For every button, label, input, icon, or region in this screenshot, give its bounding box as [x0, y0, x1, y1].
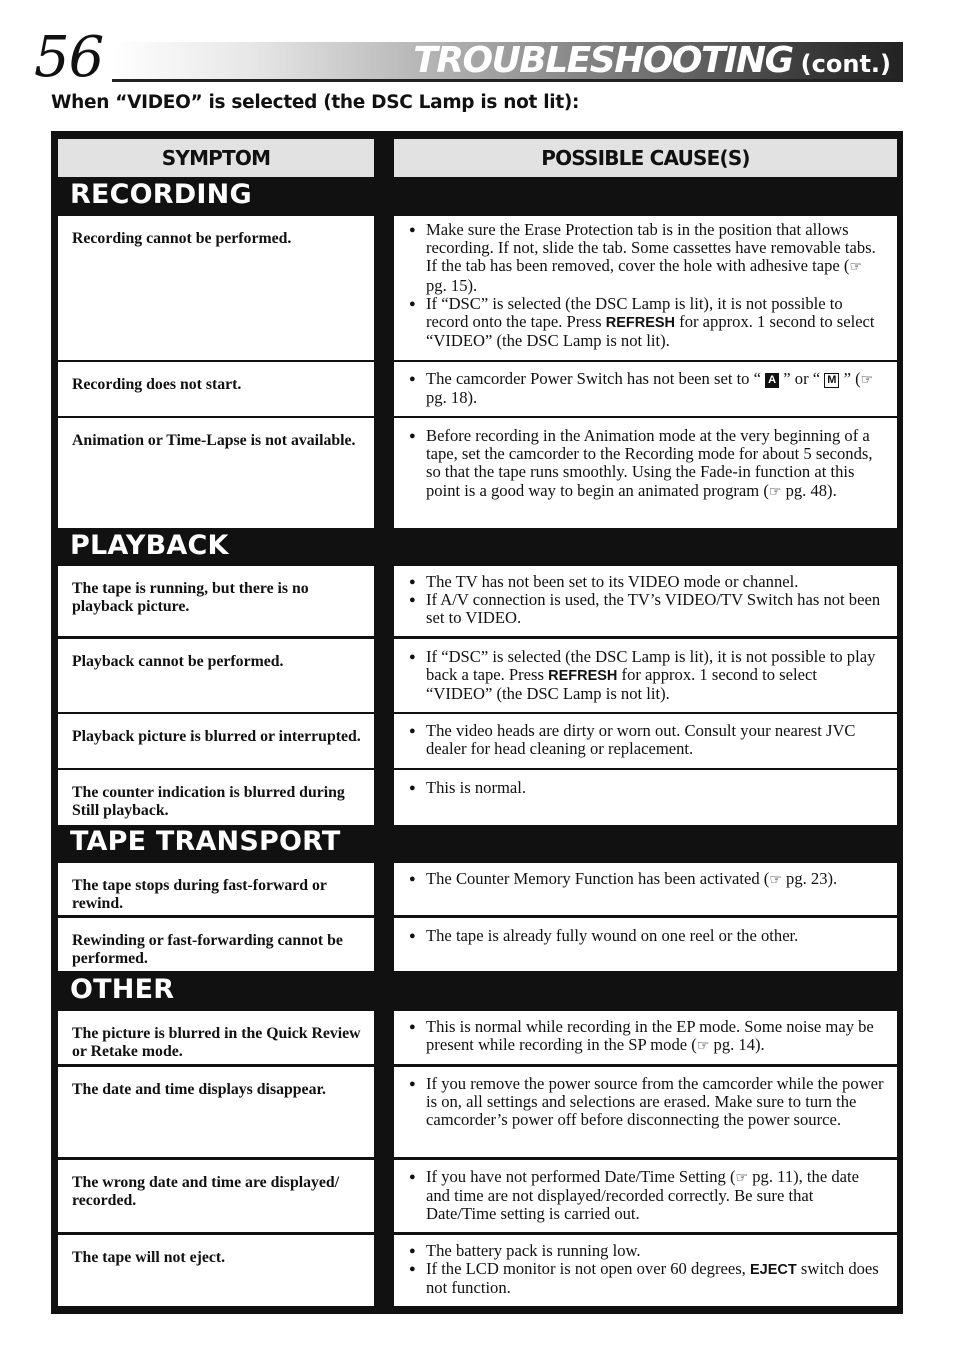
page-subtitle: When “VIDEO” is selected (the DSC Lamp is not lit): — [51, 92, 580, 113]
symptom-text: Recording does not start. — [72, 376, 242, 393]
cause-item: ● The Counter Memory Function has been activated (☞ pg. 23). — [408, 870, 885, 889]
cause-cell — [394, 770, 897, 825]
cause-cell — [394, 1067, 897, 1157]
symptom-cell — [58, 918, 374, 971]
symptom-text: The picture is blurred in the Quick Review or Retake mode. — [72, 1025, 361, 1060]
symptom-cell — [58, 362, 374, 416]
cause-item: ● The camcorder Power Switch has not been set to “ A ” or “ M ” (☞ pg. 18). — [408, 370, 885, 407]
cause-cell — [394, 639, 897, 712]
symptom-text: The wrong date and time are displayed/ recorded. — [72, 1174, 340, 1209]
symptom-text: Playback cannot be performed. — [72, 653, 284, 670]
cause-cell — [394, 863, 897, 915]
section-heading-other: OTHER — [70, 974, 175, 1005]
cause-cell — [394, 714, 897, 768]
cause-item: ● This is normal while recording in the EP mode. Some noise may be present while recording in the SP mode (☞ pg. 14). — [408, 1018, 885, 1055]
symptom-cell — [58, 714, 374, 768]
page-title: TROUBLESHOOTING — [413, 40, 793, 81]
symptom-text: The date and time displays disappear. — [72, 1081, 326, 1098]
cause-item: ● If “DSC” is selected (the DSC Lamp is lit), it is not possible to play back a tape. Press REFRESH for approx. 1 second to select “VIDEO” (the DSC Lamp is not lit). — [408, 648, 885, 704]
symptom-cell — [58, 216, 374, 360]
symptom-cell — [58, 1067, 374, 1157]
symptom-text: Animation or Time-Lapse is not available. — [72, 432, 356, 449]
manual-mode-icon: M — [824, 373, 839, 388]
symptom-cell — [58, 418, 374, 528]
cause-item: ● If the LCD monitor is not open over 60 degrees, EJECT switch does not function. — [408, 1260, 885, 1297]
symptom-text: The tape is running, but there is no playback picture. — [72, 580, 309, 615]
symptom-cell — [58, 639, 374, 712]
symptom-text: The tape will not eject. — [72, 1249, 226, 1266]
auto-mode-icon: A — [765, 373, 779, 388]
section-heading-playback: PLAYBACK — [70, 530, 229, 561]
cause-cell — [394, 216, 897, 360]
symptom-text: Playback picture is blurred or interrupted. — [72, 728, 361, 745]
cause-item: ● Before recording in the Animation mode at the very beginning of a tape, set the camcorder to the Recording mode for about 5 seconds, so that the tape runs smoothly. Using the Fade-in function at this point is a good way to begin an animated program (☞ pg. 48). — [408, 427, 885, 501]
cause-item: ● Make sure the Erase Protection tab is in the position that allows recording. If not, slide the tab. Some cassettes have removable tabs. If the tab has been removed, cover the hole with adhesive tape (☞ pg. 15). — [408, 221, 885, 295]
symptom-column-header: SYMPTOM — [58, 139, 374, 177]
cause-item: ● The tape is already fully wound on one reel or the other. — [408, 927, 885, 945]
cause-cell — [394, 1235, 897, 1306]
symptom-text: The counter indication is blurred during Still playback. — [72, 784, 345, 819]
cause-item: ● If “DSC” is selected (the DSC Lamp is lit), it is not possible to record onto the tape. Press REFRESH for approx. 1 second to select “VIDEO” (the DSC Lamp is not lit). — [408, 295, 885, 351]
symptom-cell — [58, 863, 374, 915]
cause-column-header: POSSIBLE CAUSE(S) — [394, 139, 897, 177]
cause-item: ● If you have not performed Date/Time Setting (☞ pg. 11), the date and time are not displayed/recorded correctly. Be sure that Date/Time setting is carried out. — [408, 1168, 885, 1224]
cause-cell — [394, 1160, 897, 1232]
title-group — [413, 40, 891, 81]
cause-cell — [394, 1011, 897, 1064]
cause-cell — [394, 918, 897, 971]
symptom-cell — [58, 1235, 374, 1306]
cause-item: ● The TV has not been set to its VIDEO mode or channel. — [408, 573, 885, 591]
title-banner — [112, 42, 903, 82]
symptom-cell — [58, 1160, 374, 1232]
cause-cell — [394, 418, 897, 528]
cause-cell — [394, 566, 897, 636]
symptom-cell — [58, 1011, 374, 1064]
cause-item: ● The battery pack is running low. — [408, 1242, 885, 1260]
symptom-cell — [58, 770, 374, 825]
cause-item: ● The video heads are dirty or worn out. Consult your nearest JVC dealer for head cleaning or replacement. — [408, 722, 885, 758]
symptom-text: The tape stops during fast-forward or rewind. — [72, 877, 327, 912]
page-number: 56 — [34, 25, 104, 90]
symptom-cell — [58, 566, 374, 636]
page-title-suffix: (cont.) — [800, 50, 891, 78]
cause-item: ● If A/V connection is used, the TV’s VIDEO/TV Switch has not been set to VIDEO. — [408, 591, 885, 627]
symptom-text: Recording cannot be performed. — [72, 230, 292, 247]
section-heading-tape-transport: TAPE TRANSPORT — [70, 826, 341, 857]
cause-item: ● If you remove the power source from the camcorder while the power is on, all settings and selections are erased. Make sure to turn the camcorder’s power off before disconnecting the power source. — [408, 1075, 885, 1130]
cause-item: ● This is normal. — [408, 779, 885, 797]
symptom-text: Rewinding or fast-forwarding cannot be performed. — [72, 932, 343, 967]
section-heading-recording: RECORDING — [70, 179, 252, 210]
cause-cell — [394, 362, 897, 416]
